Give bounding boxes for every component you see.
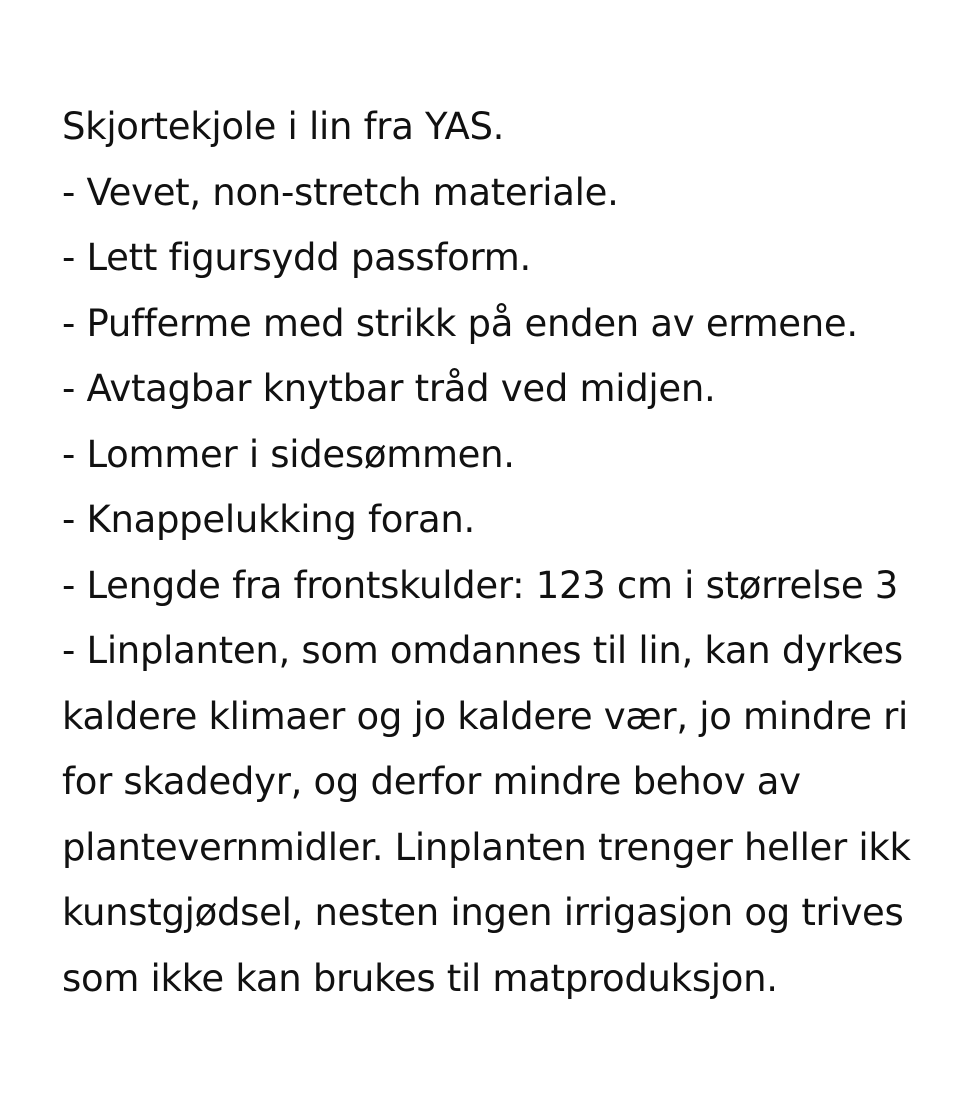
description-line: kunstgjødsel, nesten ingen irrigasjon og trives (62, 891, 904, 934)
description-line: - Lengde fra frontskulder: 123 cm i størrelse 3 (62, 563, 899, 607)
description-line: kaldere klimaer og jo kaldere vær, jo mindre ri (62, 694, 909, 738)
description-line: som ikke kan brukes til matproduksjon. (62, 956, 778, 1000)
description-line: for skadedyr, og derfor mindre behov av (62, 760, 801, 803)
description-line: - Avtagbar knytbar tråd ved midjen. (62, 367, 716, 410)
description-line: - Vevet, non-stretch materiale. (62, 170, 619, 214)
description-line: - Lett figursydd passform. (62, 236, 531, 279)
description-line: plantevernmidler. Linplanten trenger heller ikk (62, 825, 911, 869)
description-title: Skjortekjole i lin fra YAS. (62, 105, 505, 148)
description-line: - Knappelukking foran. (62, 498, 475, 541)
product-description-text (62, 94, 960, 1011)
description-line: - Pufferme med strikk på enden av ermene. (62, 301, 858, 345)
description-line: - Linplanten, som omdannes til lin, kan dyrkes (62, 629, 903, 672)
description-line: - Lommer i sidesømmen. (62, 432, 515, 476)
